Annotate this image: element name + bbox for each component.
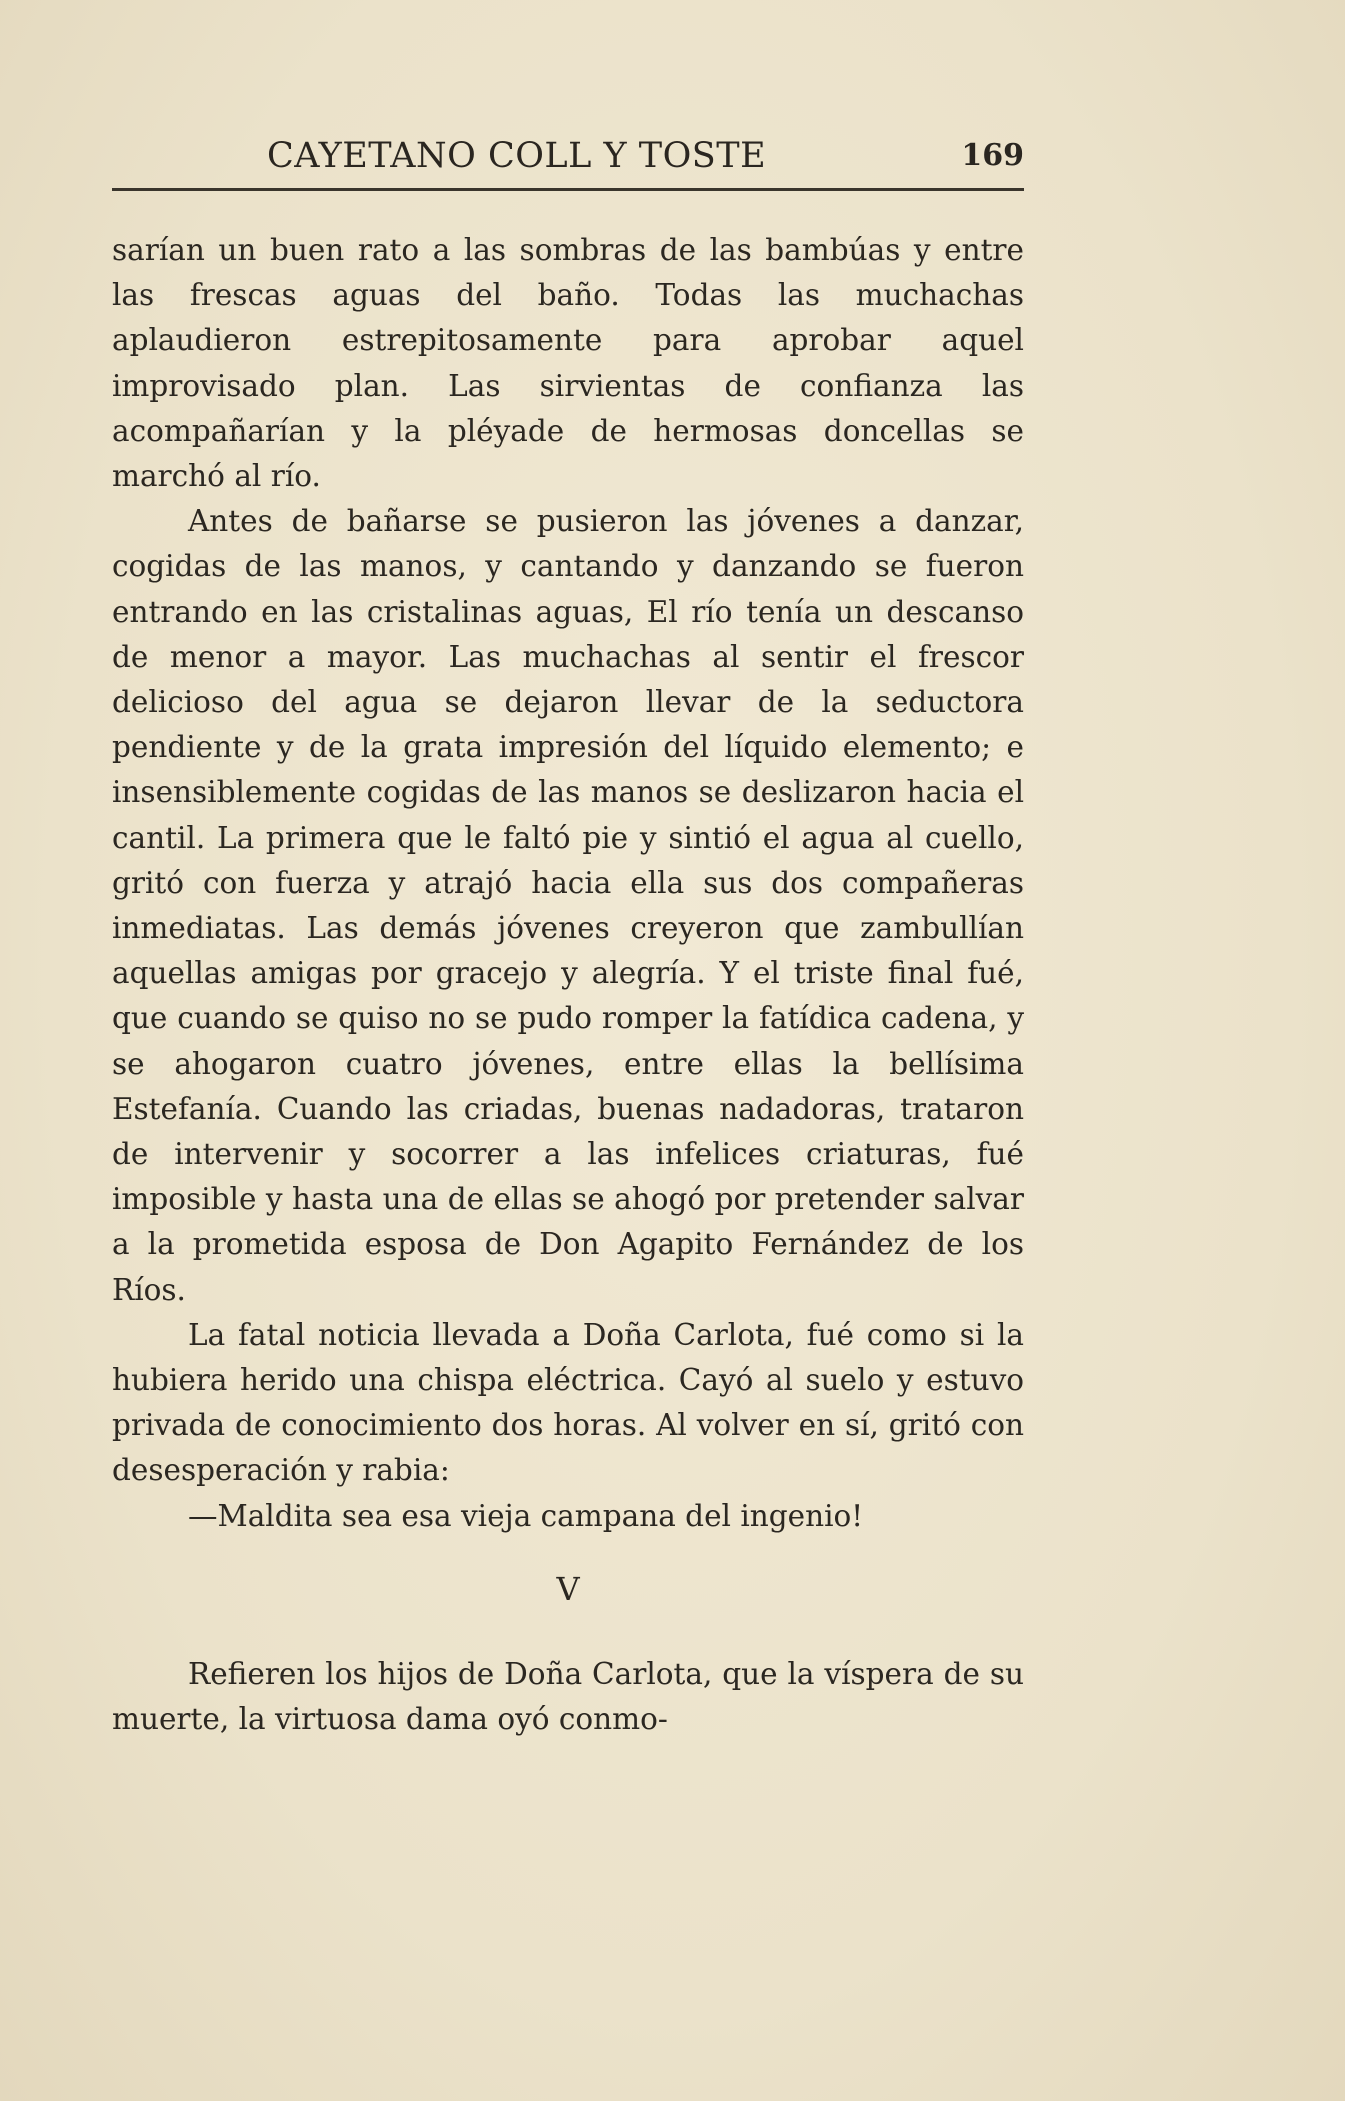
section-heading: V bbox=[556, 1569, 580, 1608]
page-header bbox=[112, 134, 1024, 178]
header-rule bbox=[112, 188, 1024, 191]
dialogue-line: —Maldita sea esa vieja campana del ingenio! bbox=[188, 1498, 864, 1533]
running-head: CAYETANO COLL Y TOSTE bbox=[267, 136, 767, 176]
paragraph: La fatal noticia llevada a Doña Carlota, fué como si la hubiera herido una chispa eléctrica. Cayó al suelo y estuvo privada de conocimiento dos horas. Al volver en sí, gritó con desesperación y rabia: bbox=[112, 1317, 1024, 1488]
page-number: 169 bbox=[961, 138, 1024, 173]
paragraph: Refieren los hijos de Doña Carlota, que la víspera de su muerte, la virtuosa dama oyó conmo- bbox=[112, 1657, 1024, 1737]
body-text bbox=[112, 228, 1024, 1743]
paragraph: Antes de bañarse se pusieron las jóvenes a danzar, cogidas de las manos, y cantando y danzando se fueron entrando en las cristalinas aguas, El río tenía un descanso de menor a mayor. Las muchachas al sentir el frescor delicioso del agua se dejaron llevar de la seductora pendiente y de la grata impresión del líquido elemento; e insensiblemente cogidas de las manos se deslizaron hacia el cantil. La primera que le faltó pie y sintió el agua al cuello, gritó con fuerza y atrajó hacia ella sus dos compañeras inmediatas. Las demás jóvenes creyeron que zambullían aquellas amigas por gracejo y alegría. Y el triste final fué, que cuando se quiso no se pudo romper la fatídica cadena, y se ahogaron cuatro jóvenes, entre ellas la bellísima Estefanía. Cuando las criadas, buenas nadadoras, trataron de intervenir y socorrer a las infelices criaturas, fué imposible y hasta una de ellas se ahogó por pretender salvar a la prometida esposa de Don Agapito Fernández de los Ríos. bbox=[112, 504, 1024, 1307]
paragraph-continuation: sarían un buen rato a las sombras de las bambúas y entre las frescas aguas del baño. Todas las muchachas aplaudieron estrepitosamente para aprobar aquel improvisado plan. Las sirvientas de confianza las acompañarían y la pléyade de hermosas doncellas se marchó al río. bbox=[112, 233, 1024, 494]
